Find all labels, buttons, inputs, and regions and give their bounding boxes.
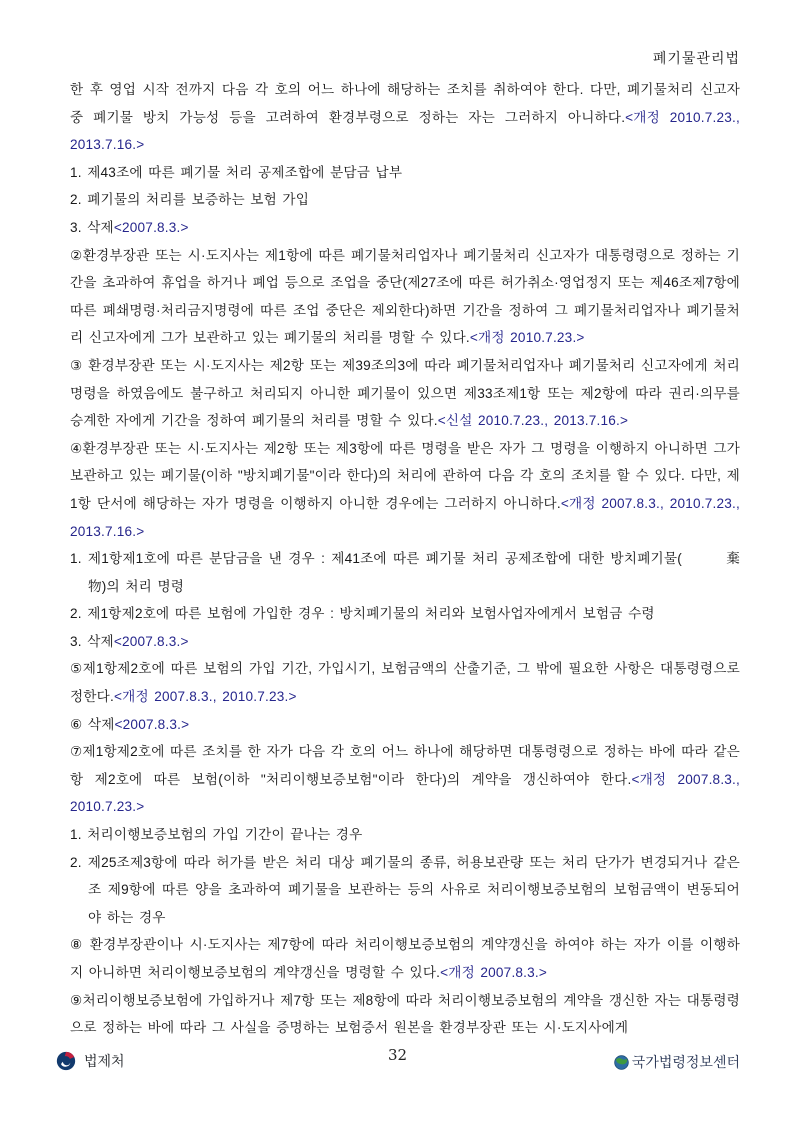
paragraph — [70, 738, 740, 821]
document-title: 폐기물관리법 — [652, 50, 740, 66]
paragraph — [70, 987, 740, 1042]
amendment-note: <개정 2007.8.3., 2010.7.23.> — [70, 771, 741, 815]
paragraph — [70, 711, 740, 739]
paragraph-text: ⑨처리이행보증보험에 가입하거나 제7항 또는 제8항에 따라 처리이행보증보험의 계약을 갱신한 자는 대통령령으로 정하는 바에 따라 그 사실을 증명하는 보험증서 원본을 환경부장관 또는 시·도지사에게 — [70, 992, 740, 1036]
amendment-note: <개정 2007.8.3., 2010.7.23., 2013.7.16.> — [70, 495, 741, 539]
paragraph-text: ④환경부장관 또는 시·도지사는 제2항 또는 제3항에 따른 명령을 받은 자가 그 명령을 이행하지 아니하면 그가 보관하고 있는 폐기물(이하 "방치폐기물"이라 한다)의 처리에 관하여 다음 각 호의 조치를 할 수 있다. 다만, 제1항 단서에 해당하는 자가 명령을 이행하지 아니한 경우에는 그러하지 아니하다. — [70, 440, 740, 511]
paragraph-text: ⑦제1항제2호에 따른 조치를 한 자가 다음 각 호의 어느 하나에 해당하면 대통령령으로 정하는 바에 따라 같은 항 제2호에 따른 보험(이하 "처리이행보증보험"이라 한다)의 계약을 갱신하여야 한다. — [70, 744, 740, 787]
amendment-note: <개정 2010.7.23.> — [469, 330, 585, 346]
footer-right-label: 국가법령정보센터 — [631, 1054, 740, 1070]
page-number: 32 — [387, 1046, 408, 1064]
paragraph — [70, 931, 740, 986]
paragraph — [70, 76, 740, 159]
paragraph-text: ⑥ 삭제 — [70, 716, 115, 732]
paragraph-text: 3. 삭제 — [70, 633, 114, 649]
paragraph-text: 3. 삭제 — [70, 219, 114, 235]
document-body — [70, 76, 740, 1042]
amendment-note: <개정 2010.7.23., 2013.7.16.> — [70, 109, 740, 153]
paragraph — [70, 849, 740, 932]
paragraph-text: 한 후 영업 시작 전까지 다음 각 호의 어느 하나에 해당하는 조치를 취하여야 한다. 다만, 폐기물처리 신고자 중 폐기물 방치 가능성 등을 고려하여 환경부령으로 정하는 자는 그러하지 아니하다. — [70, 82, 740, 125]
paragraph — [70, 655, 740, 710]
paragraph — [70, 600, 740, 628]
paragraph — [70, 159, 740, 187]
paragraph — [70, 435, 740, 545]
paragraph — [70, 242, 740, 352]
amendment-note: <2007.8.3.> — [113, 219, 189, 235]
paragraph-text: ⑧ 환경부장관이나 시·도지사는 제7항에 따라 처리이행보증보험의 계약갱신을 하여야 하는 자가 이를 이행하지 아니하면 처리이행보증보험의 계약갱신을 명령할 수 있다. — [70, 937, 740, 980]
paragraph-text: ③ 환경부장관 또는 시·도지사는 제2항 또는 제39조의3에 따라 폐기물처리업자나 폐기물처리 신고자에게 처리명령을 하였음에도 불구하고 처리되지 아니한 폐기물이 있으면 제33조제1항 또는 제2항에 따라 권리·의무를 승계한 자에게 기간을 정하여 폐기물의 처리를 명할 수 있다. — [70, 357, 740, 429]
paragraph — [70, 821, 740, 849]
paragraph-text: 1. 처리이행보증보험의 가입 기간이 끝나는 경우 — [70, 827, 363, 843]
paragraph — [70, 186, 740, 214]
paragraph-text: 2. 폐기물의 처리를 보증하는 보험 가입 — [70, 192, 310, 208]
paragraph-text: 2. 제1항제2호에 따른 보험에 가입한 경우 : 방치폐기물의 처리와 보험사업자에게서 보험금 수령 — [70, 606, 655, 622]
footer-site — [614, 1052, 740, 1072]
paragraph — [70, 545, 740, 600]
amendment-note: <신설 2010.7.23., 2013.7.16.> — [437, 413, 629, 429]
paragraph-text: ⑤제1항제2호에 따른 보험의 가입 기간, 가입시기, 보험금액의 산출기준, 그 밖에 필요한 사항은 대통령령으로 정한다. — [70, 661, 740, 705]
page-header — [70, 48, 740, 68]
paragraph-text: ②환경부장관 또는 시·도지사는 제1항에 따른 폐기물처리업자나 폐기물처리 신고자가 대통령령으로 정하는 기간을 초과하여 휴업을 하거나 폐업 등으로 조업을 중단(제27조에 따른 허가취소·영업정지 또는 제46조제7항에 따른 폐쇄명령·처리금지명령에 따른 조업 중단은 제외한다)하면 기간을 정하여 그 폐기물처리업자나 폐기물처리 신고자에게 그가 보관하고 있는 폐기물의 처리를 명할 수 있다. — [70, 247, 740, 346]
amendment-note: <2007.8.3.> — [113, 633, 189, 649]
paragraph-text: 1. 제1항제1호에 따른 분담금을 낸 경우 : 제41조에 따른 폐기물 처리 공제조합에 대한 방치폐기물( 棄物)의 처리 명령 — [70, 551, 740, 594]
paragraph — [70, 628, 740, 656]
page-footer — [55, 1044, 740, 1084]
footer-left-label: 법제처 — [84, 1053, 125, 1069]
amendment-note: <개정 2007.8.3.> — [440, 965, 548, 980]
globe-icon — [614, 1055, 629, 1070]
amendment-note: <2007.8.3.> — [114, 716, 190, 732]
paragraph — [70, 214, 740, 242]
paragraph-text: 1. 제43조에 따른 폐기물 처리 공제조합에 분담금 납부 — [70, 164, 403, 180]
paragraph-text: 2. 제25조제3항에 따라 허가를 받은 처리 대상 폐기물의 종류, 허용보관량 또는 처리 단가가 변경되거나 같은 조 제9항에 따른 양을 초과하여 폐기물을 보관하는 등의 사유로 처리이행보증보험의 보험금액이 변동되어야 하는 경우 — [70, 854, 740, 925]
paragraph — [70, 352, 740, 435]
amendment-note: <개정 2007.8.3., 2010.7.23.> — [113, 689, 297, 705]
